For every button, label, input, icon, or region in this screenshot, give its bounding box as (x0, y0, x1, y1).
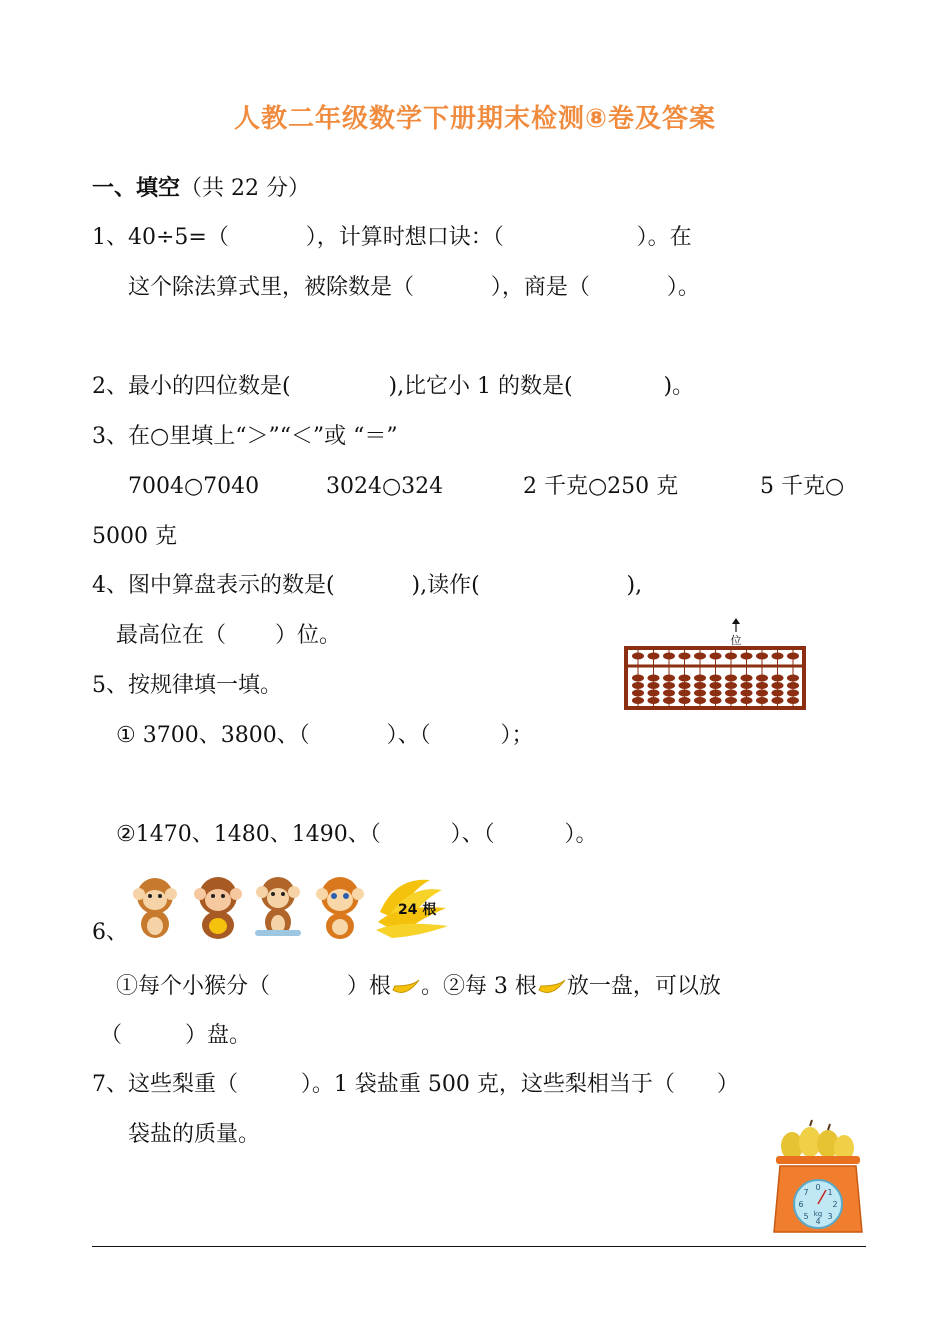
monkeys-and-bananas-image (130, 872, 450, 942)
monkey-icon (133, 878, 177, 938)
scale-with-pears-image (770, 1118, 866, 1238)
scale-dial-number: 1 (827, 1188, 833, 1197)
question-5-part-2: ②1470、1480、1490、（ ）、（ ）。 (116, 822, 598, 847)
banana-count-label: 24 根 (398, 902, 437, 918)
section-title: 一、填空 (92, 176, 181, 201)
banana-icon (537, 976, 567, 998)
scale-dial-number: 7 (803, 1188, 809, 1197)
question-5-part-1: ① 3700、3800、（ ）、（ ）； (116, 723, 534, 748)
question-7-line-1: 7、这些梨重（ ）。1 袋盐重 500 克，这些梨相当于（ ） (92, 1072, 739, 1097)
scale-dial-number: 2 (832, 1200, 838, 1209)
banana-bunch-icon (376, 880, 448, 938)
scale-unit-label: kg (813, 1210, 823, 1218)
monkey-icon (316, 877, 364, 939)
monkey-icon (194, 877, 242, 939)
scale-dial-number: 5 (803, 1212, 809, 1221)
question-4-line-1: 4、图中算盘表示的数是( ),读作( ), (92, 573, 643, 598)
question-4-line-2: 最高位在（ ）位。 (116, 623, 341, 648)
svg-text:位: 位 (730, 634, 742, 647)
question-1-line-2: 这个除法算式里，被除数是（ ），商是（ ）。 (128, 275, 700, 300)
scale-dial-number: 4 (815, 1217, 821, 1226)
compare-item-2: 3024○324 (326, 474, 444, 499)
question-5-prompt: 5、按规律填一填。 (92, 673, 282, 698)
monkey-icon (255, 877, 301, 936)
question-6-part-1: ①每个小猴分（ ）根 。②每 3 根 放一盘，可以放 (116, 974, 721, 999)
compare-item-1: 7004○7040 (128, 474, 260, 499)
question-2: 2、最小的四位数是( ),比它小 1 的数是( )。 (92, 374, 695, 399)
scale-plate (776, 1156, 860, 1164)
question-6-number: 6、 (92, 920, 128, 945)
scale-dial-number: 0 (815, 1183, 821, 1192)
page-title: 人教二年级数学下册期末检测⑧卷及答案 (233, 104, 716, 134)
question-3-prompt: 3、在○里填上“＞”“＜”或 “＝” (92, 424, 398, 449)
question-6-part-2: （ ）盘。 (100, 1023, 251, 1048)
compare-item-4: 5 千克○ (760, 474, 845, 499)
compare-item-3: 2 千克○250 克 (523, 474, 679, 499)
abacus-image (624, 618, 806, 710)
abacus-icon (624, 618, 806, 710)
section-heading (92, 174, 310, 204)
section-points: （共 22 分） (180, 176, 310, 201)
footer-divider (92, 1246, 866, 1247)
compare-item-4-cont: 5000 克 (92, 524, 177, 549)
pear-icon (781, 1120, 854, 1161)
question-7-line-2: 袋盐的质量。 (128, 1122, 261, 1147)
banana-icon (391, 976, 421, 998)
scale-dial-number: 3 (827, 1212, 833, 1221)
scale-dial-number: 6 (798, 1200, 804, 1209)
question-1-line-1: 1、40÷5=（ ），计算时想口诀：（ ）。在 (92, 225, 692, 250)
